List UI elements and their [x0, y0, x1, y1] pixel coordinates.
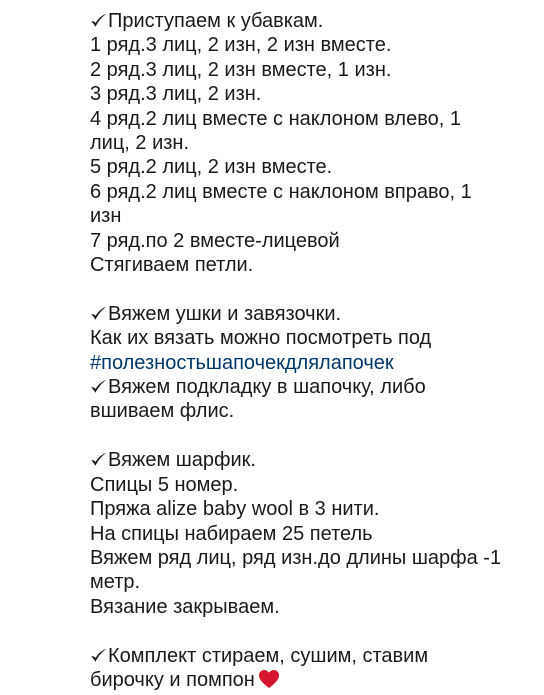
caption-line: [90, 399, 530, 423]
caption-text: лиц, 2 изн.: [90, 132, 190, 155]
caption-text: изн: [90, 205, 122, 228]
caption-line: [90, 58, 530, 82]
caption-text: 3 ряд.3 лиц, 2 изн.: [90, 83, 262, 106]
caption-text: 2 ряд.3 лиц, 2 изн вместе, 1 изн.: [90, 58, 392, 81]
blank-line: [90, 619, 530, 643]
caption-text: Приступаем к убавкам.: [108, 10, 324, 32]
caption-line: [90, 473, 530, 497]
caption-line: [90, 82, 530, 106]
caption-line: [90, 180, 530, 204]
caption-text: Вяжем шарфик.: [108, 449, 256, 472]
caption-line: [90, 522, 530, 546]
red-heart-icon: [258, 669, 280, 689]
caption-line: [90, 448, 530, 472]
caption-line: [90, 351, 530, 375]
check-mark-icon: [90, 450, 107, 466]
caption-line: [90, 570, 530, 594]
caption-line: [90, 302, 530, 326]
caption-text: вшиваем флис.: [90, 400, 235, 423]
check-mark-icon: [90, 377, 107, 393]
caption-text: 5 ряд.2 лиц, 2 изн вместе.: [90, 156, 333, 179]
caption-line: [90, 668, 530, 692]
caption-line: [90, 644, 530, 668]
caption-text: Как их вязать можно посмотреть под: [90, 327, 432, 350]
caption-line: [90, 497, 530, 521]
caption-text: На спицы набираем 25 петель: [90, 522, 373, 545]
caption-text: Вяжем ряд лиц, ряд изн.до длины шарфа -1: [90, 546, 502, 569]
caption-line: [90, 131, 530, 155]
caption-line: [90, 253, 530, 277]
caption-line: [90, 375, 530, 399]
caption-text: бирочку и помпон: [90, 668, 255, 691]
caption-line: [90, 155, 530, 179]
caption-text: Вязание закрываем.: [90, 595, 280, 618]
blank-line: [90, 277, 530, 301]
caption-line: [90, 326, 530, 350]
check-mark-icon: [90, 11, 107, 27]
caption-line: [90, 204, 530, 228]
caption-text: Стягиваем петли.: [90, 254, 254, 277]
caption-text: Пряжа alize baby wool в 3 нити.: [90, 498, 380, 521]
caption-line: [90, 9, 530, 33]
caption-text: Комплект стираем, сушим, ставим: [108, 644, 429, 667]
blank-line: [90, 424, 530, 448]
caption-text: метр.: [90, 571, 141, 594]
caption-text: Вяжем ушки и завязочки.: [108, 302, 342, 325]
hashtag-link[interactable]: #полезностьшапочекдлялапочек: [90, 351, 394, 374]
post-caption-text: [90, 9, 530, 692]
caption-text: 6 ряд.2 лиц вместе с наклоном вправо, 1: [90, 180, 472, 203]
caption-line: [90, 229, 530, 253]
caption-line: [90, 595, 530, 619]
caption-text: Спицы 5 номер.: [90, 473, 239, 496]
caption-text: 4 ряд.2 лиц вместе с наклоном влево, 1: [90, 107, 461, 130]
caption-text: Вяжем подкладку в шапочку, либо: [108, 376, 426, 399]
caption-line: [90, 107, 530, 131]
caption-line: [90, 546, 530, 570]
check-mark-icon: [90, 304, 107, 320]
caption-line: [90, 33, 530, 57]
caption-text: 1 ряд.3 лиц, 2 изн, 2 изн вместе.: [90, 34, 392, 57]
check-mark-icon: [90, 646, 107, 662]
caption-text: 7 ряд.по 2 вместе-лицевой: [90, 229, 340, 252]
